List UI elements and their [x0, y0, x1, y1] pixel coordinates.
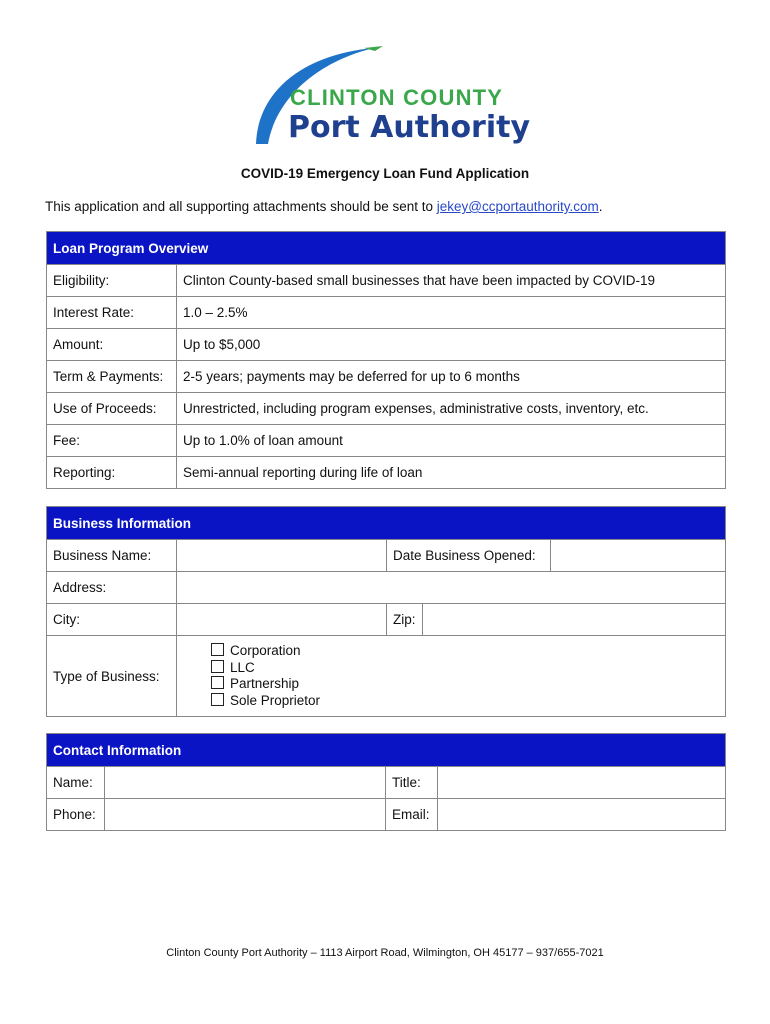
business-name-field[interactable] — [177, 540, 387, 572]
option-label: Corporation — [230, 643, 301, 658]
checkbox[interactable] — [211, 693, 224, 706]
row-label: Use of Proceeds: — [47, 393, 177, 425]
option-label: Partnership — [230, 676, 300, 691]
table-row — [47, 425, 726, 457]
name-label: Name: — [47, 767, 105, 799]
port-authority-logo — [246, 44, 536, 154]
checkbox[interactable] — [211, 660, 224, 673]
row-label: Reporting: — [47, 457, 177, 489]
row-label: Term & Payments: — [47, 361, 177, 393]
option-label: LLC — [230, 659, 255, 675]
table-row — [47, 329, 726, 361]
title-label: Title: — [386, 767, 438, 799]
city-field[interactable] — [177, 604, 387, 636]
loan-overview-header: Loan Program Overview — [47, 232, 726, 265]
row-label: Fee: — [47, 425, 177, 457]
business-type-options — [177, 636, 726, 717]
contact-info-header: Contact Information — [47, 734, 726, 767]
phone-label: Phone: — [47, 799, 105, 831]
zip-field[interactable] — [423, 604, 726, 636]
footer-address: Clinton County Port Authority – 1113 Airport Road, Wilmington, OH 45177 – 937/655-7021 — [166, 947, 604, 959]
checkbox[interactable] — [211, 676, 224, 689]
logo-line1: CLINTON COUNTY — [290, 85, 504, 110]
row-value: 1.0 – 2.5% — [177, 297, 726, 329]
row-value: Up to 1.0% of loan amount — [177, 425, 726, 457]
intro-suffix: . — [598, 199, 603, 214]
date-opened-label: Date Business Opened: — [387, 540, 551, 572]
business-info-header: Business Information — [47, 507, 726, 540]
checkbox[interactable] — [211, 643, 224, 656]
address-field[interactable] — [177, 572, 726, 604]
table-row — [47, 457, 726, 489]
business-name-label: Business Name: — [47, 540, 177, 572]
email-link[interactable]: jekey@ccportauthority.com — [436, 199, 599, 214]
phone-field[interactable] — [105, 799, 386, 831]
email-field[interactable] — [438, 799, 726, 831]
contact-info-table — [46, 733, 726, 831]
row-value: Semi-annual reporting during life of loan — [177, 457, 726, 489]
option-llc[interactable] — [211, 660, 725, 677]
address-label: Address: — [47, 572, 177, 604]
option-corporation[interactable] — [211, 643, 725, 660]
email-label: Email: — [386, 799, 438, 831]
intro-text — [45, 199, 603, 214]
row-label: Interest Rate: — [47, 297, 177, 329]
business-info-table — [46, 506, 726, 717]
row-label: Amount: — [47, 329, 177, 361]
table-row — [47, 265, 726, 297]
row-value: Up to $5,000 — [177, 329, 726, 361]
logo-line2: Port Authority — [288, 110, 531, 145]
row-label: Eligibility: — [47, 265, 177, 297]
name-field[interactable] — [105, 767, 386, 799]
option-label: Sole Proprietor — [230, 692, 321, 708]
table-row — [47, 297, 726, 329]
title-field[interactable] — [438, 767, 726, 799]
document-title: COVID-19 Emergency Loan Fund Application — [240, 166, 530, 181]
zip-label: Zip: — [387, 604, 423, 636]
option-partnership[interactable] — [211, 676, 725, 693]
row-value: Unrestricted, including program expenses, administrative costs, inventory, etc. — [177, 393, 726, 425]
table-row — [47, 361, 726, 393]
option-sole-proprietor[interactable] — [211, 693, 725, 710]
table-row — [47, 393, 726, 425]
city-label: City: — [47, 604, 177, 636]
logo-leaf — [364, 46, 383, 51]
loan-overview-table — [46, 231, 726, 489]
row-value: 2-5 years; payments may be deferred for up to 6 months — [177, 361, 726, 393]
intro-prefix: This application and all supporting attachments should be sent to — [45, 199, 437, 214]
row-value: Clinton County-based small businesses that have been impacted by COVID-19 — [177, 265, 726, 297]
date-opened-field[interactable] — [551, 540, 726, 572]
business-type-label: Type of Business: — [47, 636, 177, 717]
